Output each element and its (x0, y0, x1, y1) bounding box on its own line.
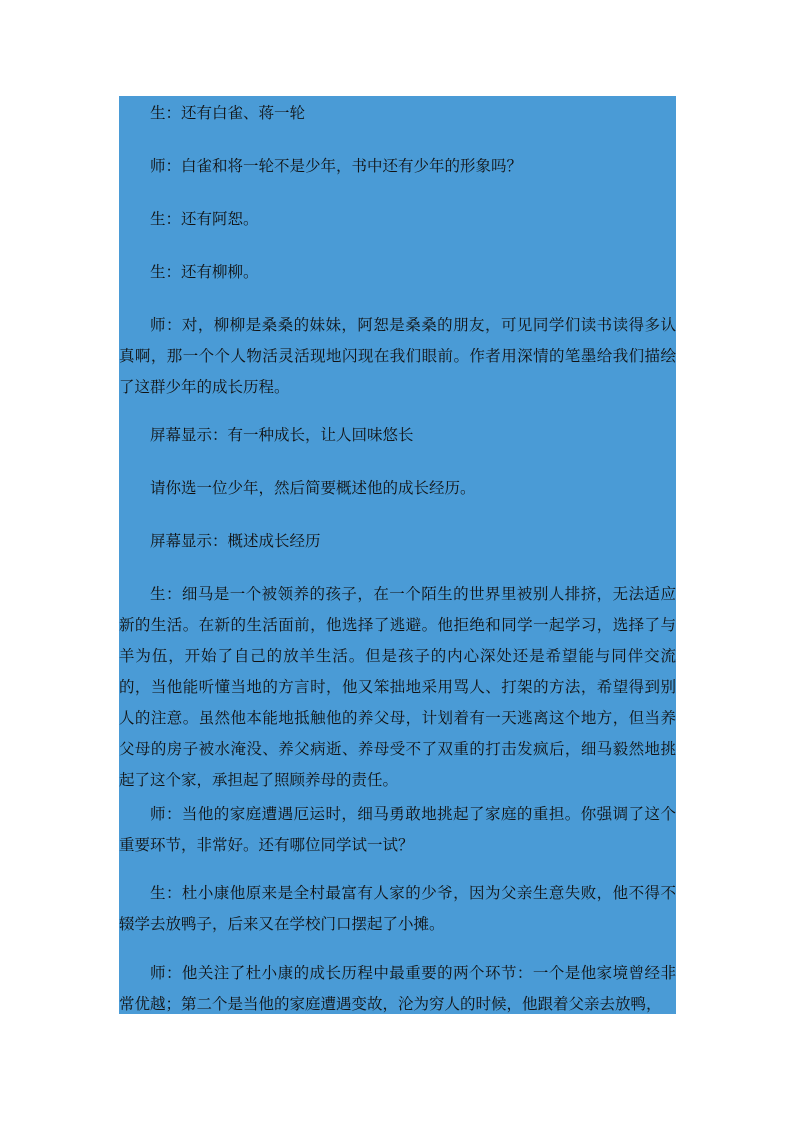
paragraph-student-xi-ma: 生：细马是一个被领养的孩子，在一个陌生的世界里被别人排挤，无法适应新的生活。在新的生活面前，他选择了逃避。他拒绝和同学一起学习，选择了与羊为伍，开始了自己的放羊生活。但是孩子的内心深处还是希望能与同伴交流的，当他能听懂当地的方言时，他又笨拙地采用骂人、打架的方法，希望得到别人的注意。虽然他本能地抵触他的养父母，计划着有一天逃离这个地方，但当养父母的房子被水淹没、养父病逝、养母受不了双重的打击发疯后，细马毅然地挑起了这个家，承担起了照顾养母的责任。 (119, 585, 676, 789)
paragraph-student-liu-liu: 生：还有柳柳。 (150, 263, 259, 281)
paragraph-screen-display-summary: 屏幕显示：概述成长经历 (150, 532, 321, 550)
paragraph-student-bai-que: 生：还有白雀、蒋一轮 (150, 104, 306, 122)
paragraph-task-instruction: 请你选一位少年，然后简要概述他的成长经历。 (150, 479, 476, 497)
paragraph-student-du-xiao-kang: 生：杜小康他原来是全村最富有人家的少爷，因为父亲生意失败，他不得不辍学去放鸭子，后来又在学校门口摆起了小摊。 (119, 884, 676, 933)
paragraph-screen-display-growth: 屏幕显示：有一种成长，让人回味悠长 (150, 426, 414, 444)
highlighted-text-block (119, 96, 676, 1014)
paragraph-teacher-comment-du-xiao-kang: 师：他关注了杜小康的成长历程中最重要的两个环节：一个是他家境曾经非常优越；第二个是当他的家庭遭遇变故，沦为穷人的时候，他跟着父亲去放鸭， (119, 964, 676, 1013)
paragraph-teacher-comment-xi-ma: 师：当他的家庭遭遇厄运时，细马勇敢地挑起了家庭的重担。你强调了这个重要环节，非常好。还有哪位同学试一试？ (119, 805, 676, 854)
paragraph-teacher-praise: 师：对，柳柳是桑桑的妹妹，阿恕是桑桑的朋友，可见同学们读书读得多认真啊，那一个个人物活灵活现地闪现在我们眼前。作者用深情的笔墨给我们描绘了这群少年的成长历程。 (119, 316, 676, 396)
paragraph-student-a-shu: 生：还有阿恕。 (150, 210, 259, 228)
paragraph-teacher-question: 师：白雀和将一轮不是少年，书中还有少年的形象吗？ (150, 157, 523, 175)
